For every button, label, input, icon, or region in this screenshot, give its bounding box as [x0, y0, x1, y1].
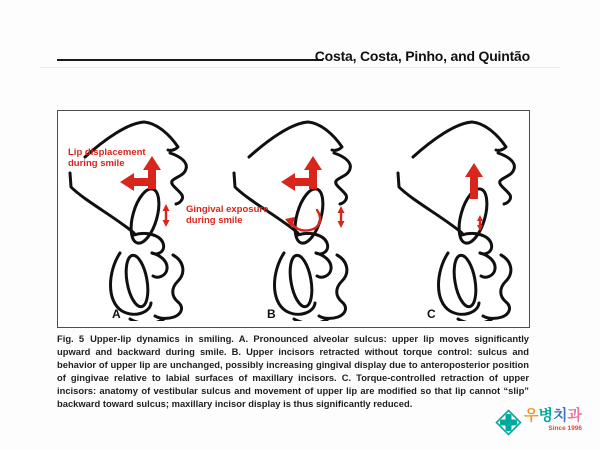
- annotation-line: during smile: [68, 158, 125, 169]
- clinic-name: [524, 407, 582, 424]
- figure-panel-box: [57, 110, 530, 328]
- figure-caption-text: Upper-lip dynamics in smiling. A. Pronounced alveolar sulcus: upper lip moves significantly upward and backward during smile. B. Upper incisors retracted without torque control: sulcus and behavior of upper lip are unchanged, possibly increasing gingival display due to anteroposterior position of gingivae relative to labial surfaces of maxillary incisors. C. Torque-controlled retraction of upper incisors: anatomy of vestibular sulcus and movement of upper lip are modified so that lip cannot “slip” backward toward sulcus; maxillary incisor display is thus significantly reduced.: [57, 333, 530, 409]
- gingival-exposure-annotation: [186, 204, 268, 226]
- clinic-name-char: 우: [524, 407, 539, 424]
- panel-label-a: A: [112, 307, 121, 321]
- lip-displacement-annotation: [68, 147, 146, 169]
- face-profile-drawing: [398, 122, 514, 321]
- annotation-line: Gingival exposure: [186, 204, 269, 215]
- figure-caption: [57, 333, 529, 410]
- gingival-range-arrow: [163, 204, 170, 227]
- page-authors-heading: Costa, Costa, Pinho, and Quintão: [314, 48, 530, 64]
- logo-text: [524, 407, 582, 432]
- gingival-range-arrow: [338, 206, 345, 228]
- annotation-line: Lip displacement: [68, 147, 146, 158]
- panel-label-c: C: [427, 307, 436, 321]
- upward-arrow: [465, 163, 483, 199]
- clinic-logo: [495, 407, 590, 436]
- panel-c-drawing: [388, 113, 538, 321]
- logo-tagline: Since 1996: [548, 425, 582, 432]
- clinic-name-char: 과: [567, 407, 582, 424]
- header-rule-faint: [40, 67, 560, 68]
- medical-cross-icon: [495, 409, 522, 436]
- panel-label-b: B: [267, 307, 276, 321]
- figure-caption-label: Fig. 5: [57, 333, 85, 344]
- clinic-name-char: 병: [538, 407, 553, 424]
- annotation-line: during smile: [186, 215, 243, 226]
- clinic-name-char: 치: [553, 407, 568, 424]
